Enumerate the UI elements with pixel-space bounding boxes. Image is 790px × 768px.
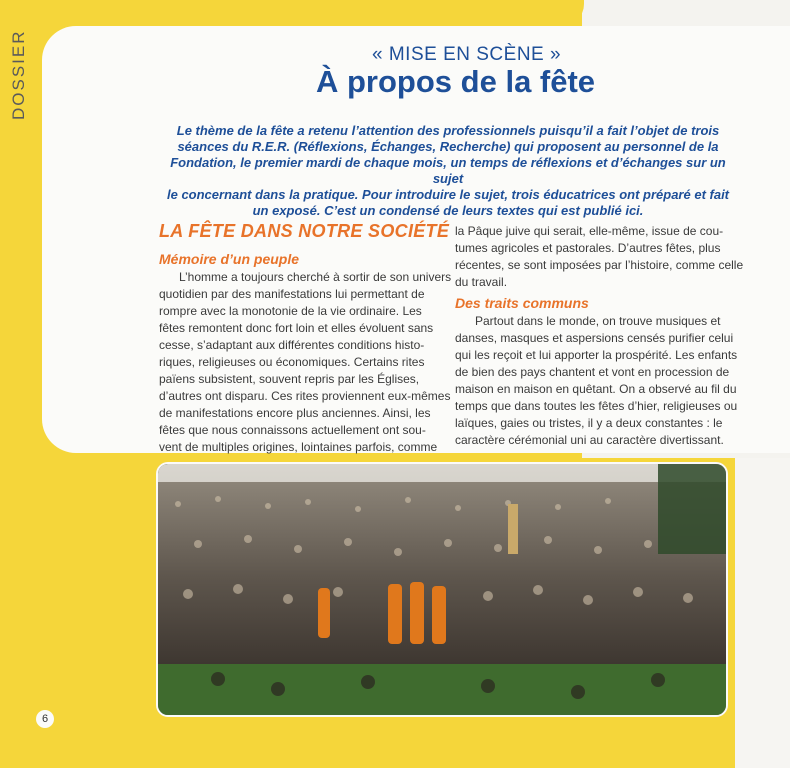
text-line: cesse, s’adaptant aux différentes conditions histo- [159, 338, 425, 352]
text-line: vent de multiples origines, lointaines parfois, comme [159, 440, 438, 454]
page-margin [735, 458, 790, 768]
subheading-memoire: Mémoire d’un peuple [159, 251, 300, 267]
text-line: de manifestations encore plus anciennes. Ainsi, les [159, 406, 431, 420]
right-column-text [455, 313, 739, 449]
text-line: quotidien par des manifestations lui permettant de [159, 287, 425, 301]
text-line: laïques, gaies ou tristes, il y a deux constantes : le [455, 416, 723, 430]
text-line: du travail. [455, 275, 508, 289]
lead-paragraph [160, 123, 736, 219]
crowd-photo-illustration [158, 464, 726, 715]
lead-line: séances du R.E.R. (Réflexions, Échanges, Recherche) qui proposent au personnel de la [177, 139, 719, 154]
text-line: L’homme a toujours cherché à sortir de son univers [179, 270, 452, 284]
text-line: fêtes remontent donc fort loin et elles évoluent sans [159, 321, 434, 335]
section-heading: LA FÊTE DANS NOTRE SOCIÉTÉ [159, 221, 450, 241]
lead-line: un exposé. C’est un condensé de leurs textes qui est publié ici. [252, 203, 644, 218]
text-line: la Pâque juive qui serait, elle-même, issue de cou- [455, 224, 724, 238]
page-title: À propos de la fête [316, 64, 596, 99]
kicker: « MISE EN SCÈNE » [372, 44, 562, 65]
lead-line: Le thème de la fête a retenu l’attention des professionnels puisqu’il a fait l’objet de trois [176, 123, 720, 138]
text-line: rompre avec la monotonie de la vie ordinaire. Les [159, 304, 422, 318]
text-line: fêtes que nous connaissons actuellement ont sou- [159, 423, 426, 437]
text-line: danses, masques et aspersions censés purifier celui [455, 331, 734, 345]
lead-line: Fondation, le premier mardi de chaque mois, un temps de réflexions et d’échanges sur un sujet [170, 155, 726, 186]
page-number: 6 [36, 710, 54, 728]
text-line: de bien des pays chantent et vont en procession de [455, 365, 730, 379]
lead-line: le concernant dans la pratique. Pour introduire le sujet, trois éducatrices ont préparé et fait [166, 187, 730, 202]
crowd-photo [156, 462, 728, 717]
text-line: Partout dans le monde, on trouve musiques et [475, 314, 721, 328]
left-column-text [159, 269, 452, 456]
text-line: d’autres ont disparu. Ces rites proviennent eux-mêmes [159, 389, 451, 403]
text-line: récentes, se sont imposées par l’histoire, comme celle [455, 258, 744, 272]
text-line: tumes agricoles et pastorales. D’autres fêtes, plus [455, 241, 721, 255]
text-line: maison en maison en quêtant. On a observé au fil du [455, 382, 737, 396]
subheading-traits: Des traits communs [455, 295, 589, 311]
text-line: caractère cérémonial uni au caractère divertissant. [455, 433, 724, 447]
text-line: qui les reçoit et lui apporter la prospérité. Les enfants [455, 348, 738, 362]
right-column-intro [455, 223, 744, 291]
text-line: temps que dans toutes les fêtes d’hier, religieuses ou [455, 399, 738, 413]
text-line: riques, religieuses ou économiques. Certains rites [159, 355, 425, 369]
section-label: DOSSIER [9, 29, 28, 121]
text-line: païens subsistent, souvent repris par les Églises, [159, 372, 420, 386]
